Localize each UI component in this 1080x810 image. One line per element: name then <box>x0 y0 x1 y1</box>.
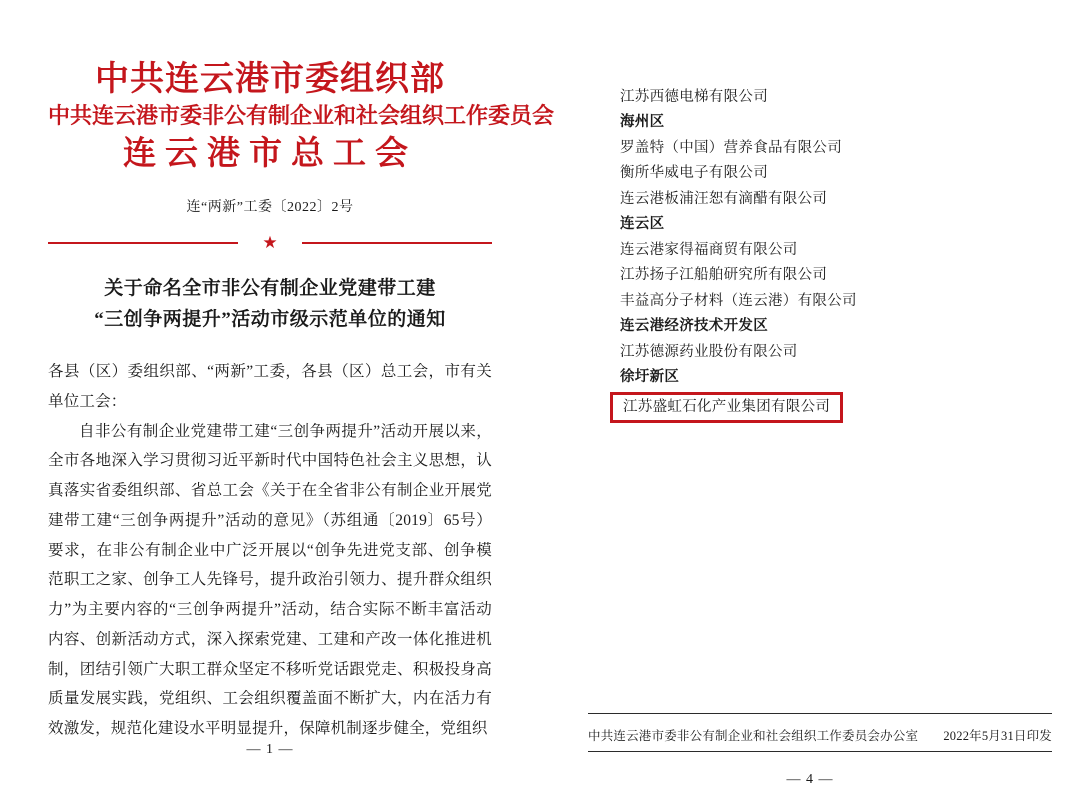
masthead-line-2: 中共连云港市委非公有制企业和社会组织工作委员会 <box>48 103 555 129</box>
footer-row <box>588 726 1052 744</box>
right-page <box>540 0 1080 810</box>
body-paragraph-1: 各县（区）委组织部、“两新”工委，各县（区）总工会，市有关单位工会： <box>48 363 492 410</box>
document-title-line-1: 关于命名全市非公有制企业党建带工建 <box>104 278 436 300</box>
body-paragraph-2: 自非公有制企业党建带工建“三创争两提升”活动开展以来，全市各地深入学习贯彻习近平新时代中国特色社会主义思想，认真落实省委组织部、省总工会《关于在全省非公有制企业开展党建带工建“三创争两提升”活动的意见》（苏组通〔2019〕65号）要求，在非公有制企业中广泛开展以“创争先进党支部、创争模范职工之家、创争工人先锋号，提升政治引领力、提升群众组织力”为主要内容的“三创争两提升”活动，结合实际不断丰富活动内容、创新活动方式，深入探索党建、工建和产改一体化推进机制，团结引领广大职工群众坚定不移听党话跟党走、积极投身高质量发展实践，党组织、工会组织覆盖面不断扩大，内在活力有效激发，规范化建设水平明显提升，保障机制逐步健全，党组织 <box>48 422 492 738</box>
masthead-line-1: 中共连云港市委组织部 <box>95 61 445 98</box>
masthead <box>48 60 555 174</box>
list-item: 连云港家得福商贸有限公司 <box>620 241 798 258</box>
footer-divider-bottom <box>588 751 1052 752</box>
list-item: 连云港板浦汪恕有滴醋有限公司 <box>620 190 828 207</box>
document-title-line-2: “三创争两提升”活动市级示范单位的通知 <box>94 308 446 330</box>
footer-divider-top <box>588 713 1052 714</box>
list-item: 丰益高分子材料（连云港）有限公司 <box>620 292 857 309</box>
highlighted-list-item: 江苏盛虹石化产业集团有限公司 <box>610 392 843 423</box>
document-title <box>48 274 492 335</box>
list-heading: 连云区 <box>620 216 665 232</box>
footer-issuer: 中共连云港市委非公有制企业和社会组织工作委员会办公室 <box>588 729 919 743</box>
right-page-number: — 4 — <box>786 772 834 787</box>
footer-date: 2022年5月31日印发 <box>943 729 1052 743</box>
document-body <box>48 357 492 744</box>
divider-bar-right <box>302 242 492 244</box>
list-item: 罗盖特（中国）营养食品有限公司 <box>620 139 842 156</box>
list-item: 衡所华威电子有限公司 <box>620 165 768 181</box>
masthead-line-3: 连云港市总工会 <box>123 135 417 172</box>
star-icon: ★ <box>262 233 278 253</box>
left-page-number: — 1 — <box>246 742 294 757</box>
list-item: 江苏西德电梯有限公司 <box>620 88 768 105</box>
list-item: 江苏扬子江船舶研究所有限公司 <box>620 267 828 283</box>
list-heading: 连云港经济技术开发区 <box>620 318 768 334</box>
list-heading: 海州区 <box>620 114 665 130</box>
red-divider <box>48 233 492 253</box>
document-number: 连“两新”工委〔2022〕2号 <box>186 200 354 216</box>
unit-list <box>620 84 1032 423</box>
list-item: 江苏德源药业股份有限公司 <box>620 343 798 360</box>
divider-bar-left <box>48 242 238 244</box>
list-heading: 徐圩新区 <box>620 369 680 385</box>
